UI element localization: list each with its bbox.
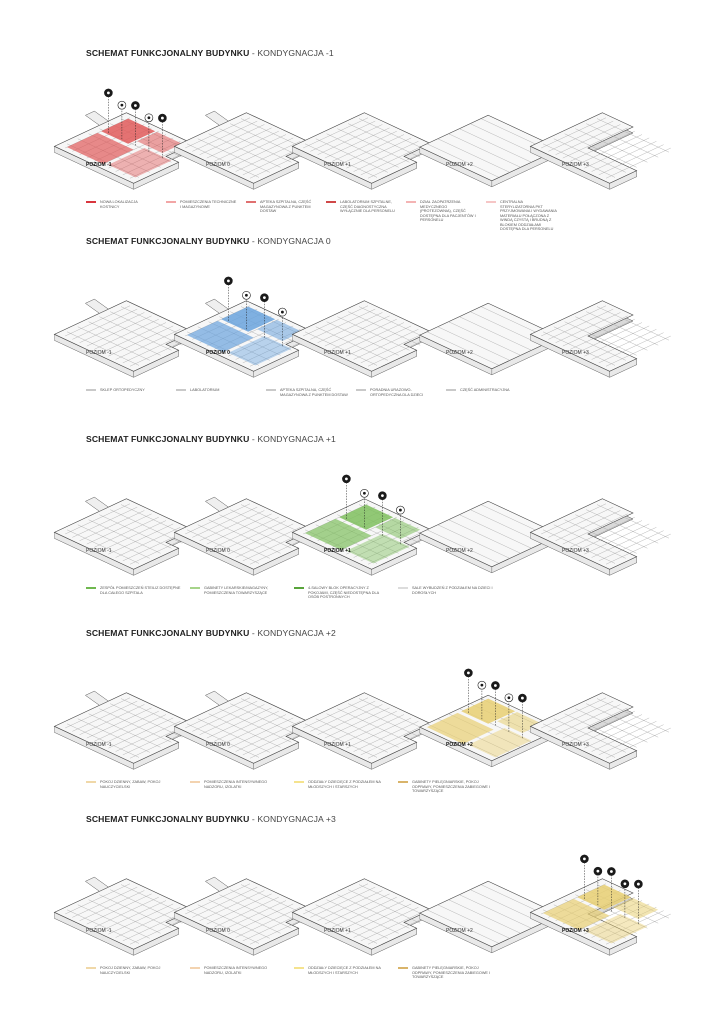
legend-swatch [294,967,304,969]
legend-item: SALE WYBUDZEŃ Z PODZIAŁEM NA DZIECI I DOROSŁYCH [412,586,494,595]
level-label: POZIOM -1 [86,162,112,168]
floor-plate [530,113,670,190]
level-label: POZIOM -1 [86,742,112,748]
floor-plate [54,497,194,575]
legend-swatch [86,389,96,391]
level-label: POZIOM +1 [324,742,351,748]
legend-swatch [486,201,496,203]
legend-item: POMIESZCZENIA INTENSYWNEGO NADZORU, IZOLATKI [204,780,286,789]
legend-item: ODDZIAŁY DZIECIĘCE Z PODZIAŁEM NA MŁODSZYCH I STARSZYCH [308,780,390,789]
section-title: SCHEMAT FUNKCJONALNY BUDYNKU - KONDYGNACJA -1 [86,48,334,58]
legend-item: LABOLATORIUM [190,388,258,393]
axonometric-levels [0,70,724,220]
legend-item: APTEKA SZPITALNA, CZĘŚĆ MAGAZYNOWA Z PUNKTEM DOSTAW [280,388,348,397]
legend-swatch [190,587,200,589]
level-label: POZIOM +1 [324,928,351,934]
section-level-plus3 [0,806,724,996]
floor-plate [292,301,432,378]
section-title: SCHEMAT FUNKCJONALNY BUDYNKU - KONDYGNACJA 0 [86,236,331,246]
legend-swatch [86,201,96,203]
level-label: POZIOM 0 [206,742,230,748]
level-label: POZIOM +3 [562,548,589,554]
level-label: POZIOM 0 [206,350,230,356]
floor-plate [54,89,194,189]
floor-plate [530,301,670,378]
axonometric-levels [0,258,724,408]
level-label: POZIOM +3 [562,350,589,356]
legend-swatch [86,967,96,969]
level-label: POZIOM +2 [446,350,473,356]
level-label: POZIOM 0 [206,928,230,934]
legend-item: POKOJ DZIENNY, ZABAW, POKOJ NAUCZYCIELSKI [100,966,182,975]
legend-item: CZĘŚĆ ADMINISTRACYJNA [460,388,528,393]
floor-plate [420,669,560,767]
legend-swatch [176,389,186,391]
section-level-0 [0,228,724,418]
level-label: POZIOM -1 [86,350,112,356]
legend-swatch [406,201,416,203]
legend-item: POMIESZCZENIA INTENSYWNEGO NADZORU, IZOLATKI [204,966,286,975]
legend-swatch [190,967,200,969]
level-label: POZIOM +1 [324,350,351,356]
section-level-plus2 [0,620,724,810]
level-label: POZIOM +1 [324,162,351,168]
legend-swatch [398,967,408,969]
floor-plate [54,691,194,769]
level-label: POZIOM -1 [86,548,112,554]
legend-item: DZIAŁ ZAOPATRZENIA MEDYCZNEGO (PROTEZOWNIA), CZĘŚĆ DOSTĘPNA DLA PACJENTÓW I PERSONELU [420,200,478,223]
legend-swatch [266,389,276,391]
legend-item: NOWA LOKALIZACJA KOSTNICY [100,200,158,209]
legend-item: POKOJ DZIENNY, ZABAW, POKOJ NAUCZYCIELSKI [100,780,182,789]
level-label: POZIOM +3 [562,742,589,748]
legend-item: APTEKA SZPITALNA, CZĘŚĆ MAGAZYNOWA Z PUNKTEM DOSTAW [260,200,318,214]
legend-item: 4-SALOWY BLOK OPERACYJNY Z POKOJAMI, CZĘŚĆ NIEDOSTĘPNA DLA OSÓB POSTRONNYCH [308,586,390,600]
section-title: SCHEMAT FUNKCJONALNY BUDYNKU - KONDYGNACJA +3 [86,814,336,824]
legend-swatch [86,587,96,589]
section-level-minus1 [0,40,724,230]
legend-swatch [294,587,304,589]
level-label: POZIOM +2 [446,742,473,748]
level-label: POZIOM +2 [446,162,473,168]
level-label: POZIOM +2 [446,548,473,554]
level-label: POZIOM 0 [206,162,230,168]
floor-plate [292,693,432,770]
axonometric-levels [0,650,724,800]
floor-plate [530,855,670,955]
section-level-plus1 [0,426,724,616]
axonometric-levels [0,456,724,606]
legend-swatch [86,781,96,783]
level-label: POZIOM +1 [324,548,351,554]
floor-plate [174,277,314,377]
legend-item: PORADNIA URAZOWO-ORTOPEDYCZNA DLA DZIECI [370,388,438,397]
level-label: POZIOM +3 [562,928,589,934]
level-label: POZIOM +3 [562,162,589,168]
legend-swatch [246,201,256,203]
legend-item: LABOLATORIUM SZPITALNE, CZĘŚĆ DIAGNOSTYCZNA WYŁĄCZNIE DLA PERSONELU [340,200,398,214]
section-title: SCHEMAT FUNKCJONALNY BUDYNKU - KONDYGNACJA +1 [86,434,336,444]
legend-swatch [294,781,304,783]
legend-swatch [190,781,200,783]
level-label: POZIOM 0 [206,548,230,554]
legend-swatch [326,201,336,203]
legend-swatch [398,587,408,589]
legend-item: CENTRALNA STERYLIZATORNIA PKT PRZYJMOWANIA I WYDAWANIA MATERIAŁU POŁĄCZONA Z WINDĄ CZYSTĄ I BRUDNĄ Z BLOKIEM ODDZIAŁAMI DOSTĘPNA DLA PERSONELU [500,200,558,232]
legend-item: POMIESZCZENIA TECHNICZNE I MAGAZYNOWE [180,200,238,209]
legend-item: ODDZIAŁY DZIECIĘCE Z PODZIAŁEM NA MŁODSZYCH I STARSZYCH [308,966,390,975]
legend-item: GABINETY LEKARSKIE/MAGAZYNY, POMIESZCZENIA TOWARZYSZĄCE [204,586,286,595]
section-title: SCHEMAT FUNKCJONALNY BUDYNKU - KONDYGNACJA +2 [86,628,336,638]
level-label: POZIOM -1 [86,928,112,934]
floor-plate [292,879,432,956]
legend-swatch [166,201,176,203]
floor-plate [530,499,670,576]
level-label: POZIOM +2 [446,928,473,934]
legend-item: GABINETY PIELĘGNIARSKIE, POKOJ ODPRAWY, POMIESZCZENIA ZABIEGOWE I TOWARZYSZĄCE [412,966,494,980]
floor-plate [54,299,194,377]
legend-swatch [398,781,408,783]
floor-plate [54,877,194,955]
floor-plate [292,113,432,190]
floor-plate [530,693,670,770]
legend-swatch [446,389,456,391]
floor-plate [292,475,432,575]
axonometric-levels [0,836,724,986]
legend-item: SKLEP ORTOPEDYCZNY [100,388,168,393]
legend-item: ZESPÓŁ POMIESZCZEŃ STEILIZ DOSTĘPNE DLA CAŁEGO SZPITALA [100,586,182,595]
legend-item: GABINETY PIELĘGNIARSKIE, POKOJ ODPRAWY, POMIESZCZENIA ZABIEGOWE I TOWARZYSZĄCE [412,780,494,794]
legend-swatch [356,389,366,391]
